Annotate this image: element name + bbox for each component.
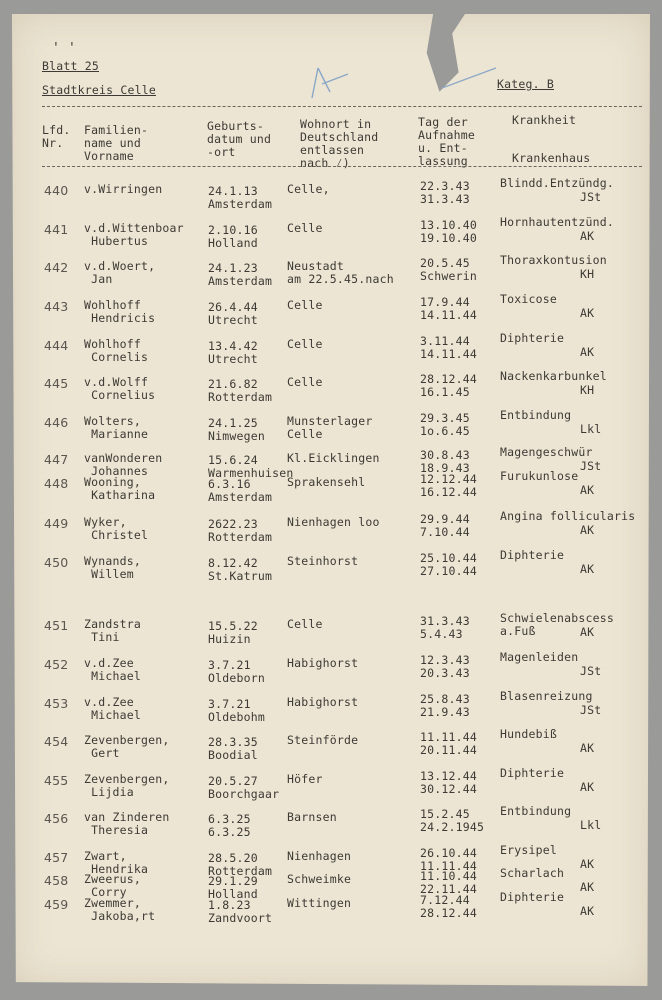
row-number: 442 [44,260,69,275]
row-illness: Blindd.Entzündg. [500,176,614,190]
row-dates: 31.3.43 5.4.43 [420,614,470,641]
row-illness: Diphterie [500,890,565,904]
row-name: Wohlhoff Hendricis [84,298,156,325]
row-name: v.d.Wolff Cornelius [84,375,156,402]
row-birth: 21.6.82 Rotterdam [208,377,273,404]
row-residence: Wittingen [287,896,352,910]
row-name: v.d.Wittenboar Hubertus [84,221,184,248]
header-divider-bottom [42,166,642,167]
row-birth: 29.1.29 Holland [208,874,258,901]
row-residence: Sprakensehl [287,475,366,489]
row-birth: 2.10.16 Holland [208,223,258,250]
row-number: 450 [44,555,69,570]
row-dates: 30.8.43 18.9.43 [420,448,470,475]
row-number: 457 [44,850,69,865]
row-residence: Schweimke [287,872,352,886]
row-name: Zwemmer, Jakoba,rt [84,896,156,923]
row-illness: Magenleiden [500,650,579,664]
row-hospital-code: AK [580,857,595,871]
row-residence: Barnsen [287,810,337,824]
row-residence: Munsterlager Celle [287,414,373,441]
row-birth: 26.4.44 Utrecht [208,300,258,327]
row-dates: 25.10.44 27.10.44 [420,551,477,578]
row-birth: 6.3.16 Amsterdam [208,477,273,504]
row-name: Wynands, Willem [84,554,141,581]
row-number: 451 [44,618,69,633]
row-number: 446 [44,415,69,430]
pencil-stroke-icon [440,64,500,94]
row-illness: Nackenkarbunkel [500,369,607,383]
row-number: 455 [44,773,69,788]
row-name: Wohlhoff Cornelis [84,337,149,364]
row-hospital-code: AK [580,306,595,320]
row-name: Wooning, Katharina [84,475,156,502]
row-residence: Nienhagen [287,849,352,863]
row-illness: Toxicose [500,292,557,306]
row-dates: 12.12.44 16.12.44 [420,472,477,499]
row-residence: Celle [287,221,323,235]
row-dates: 11.11.44 20.11.44 [420,730,477,757]
row-dates: 3.11.44 14.11.44 [420,334,477,361]
row-birth: 2622.23 Rotterdam [208,517,273,544]
row-dates: 28.12.44 16.1.45 [420,372,477,399]
row-number: 459 [44,897,69,912]
col-header-hospital: Krankenhaus [512,151,591,165]
pencil-mark-icon [308,62,368,102]
row-name: vanWonderen Johannes [84,451,163,478]
row-dates: 15.2.45 24.2.1945 [420,807,485,834]
row-hospital-code: AK [580,523,595,537]
row-birth: 8.12.42 St.Katrum [208,556,273,583]
col-header-residence: Wohnort in Deutschland entlassen nach ⁄) [300,117,379,170]
row-number: 440 [44,183,69,198]
row-number: 452 [44,657,69,672]
row-name: Zwart, Hendrika [84,849,149,876]
row-illness: Hundebiß [500,727,557,741]
row-birth: 15.5.22 Huizin [208,619,258,646]
row-illness: Schwielenabscess a.Fuß [500,611,614,638]
row-name: v.Wirringen [84,182,163,196]
row-residence: Nienhagen loo [287,515,380,529]
row-dates: 12.3.43 20.3.43 [420,653,470,680]
row-hospital-code: AK [580,562,595,576]
row-hospital-code: JSt [580,703,602,717]
row-dates: 25.8.43 21.9.43 [420,692,470,719]
row-number: 454 [44,734,69,749]
col-header-name: Familien- name und Vorname [84,123,149,163]
row-name: v.d.Zee Michael [84,656,141,683]
row-name: Zweerus, Corry [84,872,141,899]
row-name: Wolters, Marianne [84,414,149,441]
row-residence: Celle [287,298,323,312]
row-birth: 24.1.23 Amsterdam [208,261,273,288]
row-residence: Celle [287,617,323,631]
row-name: Wyker, Christel [84,515,149,542]
row-name: Zevenbergen, Lijdia [84,772,170,799]
row-birth: 24.1.25 Nimwegen [208,416,265,443]
corner-marks: ' ' [52,41,77,56]
row-residence: Habighorst [287,656,359,670]
col-header-birth: Geburts- datum und -ort [207,119,272,159]
row-residence: Kl.Eicklingen [287,451,380,465]
row-birth: 28.5.20 Rotterdam [208,851,273,878]
row-hospital-code: KH [580,267,595,281]
row-name: Zevenbergen, Gert [84,733,170,760]
row-hospital-code: AK [580,904,595,918]
col-header-admission: Tag der Aufnahme u. Ent- lassung [418,115,475,168]
row-hospital-code: JSt [580,459,602,473]
row-birth: 28.3.35 Boodial [208,735,258,762]
row-residence: Neustadt am 22.5.45.nach [287,259,394,286]
row-dates: 22.3.43 31.3.43 [420,179,470,206]
row-residence: Habighorst [287,695,359,709]
row-illness: Angina follicularis [500,509,636,523]
row-hospital-code: JSt [580,190,602,204]
row-hospital-code: Lkl [580,422,602,436]
row-hospital-code: KH [580,383,595,397]
row-dates: 11.10.44 22.11.44 [420,869,477,896]
sheet-number: Blatt 25 [42,59,99,73]
row-residence: Steinhorst [287,554,359,568]
row-hospital-code: AK [580,483,595,497]
row-number: 443 [44,299,69,314]
row-illness: Thoraxkontusion [500,253,607,267]
row-residence: Steinförde [287,733,359,747]
row-birth: 20.5.27 Boorchgaar [208,774,280,801]
row-birth: 24.1.13 Amsterdam [208,184,273,211]
row-dates: 13.12.44 30.12.44 [420,769,477,796]
row-dates: 13.10.40 19.10.40 [420,218,477,245]
row-birth: 1.8.23 Zandvoort [208,898,273,925]
row-residence: Celle [287,375,323,389]
row-hospital-code: AK [580,229,595,243]
col-header-lfd: Lfd. Nr. [42,123,71,150]
row-dates: 20.5.45 Schwerin [420,256,477,283]
row-number: 448 [44,476,69,491]
district-title: Stadtkreis Celle [42,83,156,97]
row-dates: 26.10.44 11.11.44 [420,846,477,873]
row-illness: Entbindung [500,804,572,818]
header-divider-top [42,106,642,107]
row-number: 453 [44,696,69,711]
row-dates: 29.9.44 7.10.44 [420,512,470,539]
col-header-illness: Krankheit [512,113,577,127]
row-name: Zandstra Tini [84,617,141,644]
row-residence: Celle, [287,182,330,196]
row-birth: 13.4.42 Utrecht [208,339,258,366]
row-name: v.d.Zee Michael [84,695,141,722]
row-illness: Blasenreizung [500,689,593,703]
category-label: Kateg. B [497,77,554,91]
row-residence: Celle [287,337,323,351]
row-illness: Hornhautentzünd. [500,215,614,229]
row-hospital-code: JSt [580,664,602,678]
row-birth: 3.7.21 Oldebohm [208,697,265,724]
row-illness: Scharlach [500,866,565,880]
row-number: 447 [44,452,69,467]
row-name: van Zinderen Theresia [84,810,170,837]
row-birth: 3.7.21 Oldeborn [208,658,265,685]
row-number: 441 [44,222,69,237]
row-illness: Diphterie [500,766,565,780]
row-number: 456 [44,811,69,826]
row-illness: Diphterie [500,548,565,562]
row-hospital-code: AK [580,625,595,639]
row-number: 445 [44,376,69,391]
row-number: 458 [44,873,69,888]
row-illness: Erysipel [500,843,557,857]
row-name: v.d.Woert, Jan [84,259,156,286]
row-hospital-code: Lkl [580,818,602,832]
row-dates: 17.9.44 14.11.44 [420,295,477,322]
row-illness: Furukunlose [500,469,579,483]
row-number: 444 [44,338,69,353]
row-hospital-code: AK [580,345,595,359]
row-hospital-code: AK [580,741,595,755]
row-residence: Höfer [287,772,323,786]
row-dates: 29.3.45 1o.6.45 [420,411,470,438]
row-hospital-code: AK [580,780,595,794]
row-birth: 15.6.24 Warmenhuisen [208,453,294,480]
row-number: 449 [44,516,69,531]
row-illness: Magengeschwür [500,445,593,459]
row-illness: Diphterie [500,331,565,345]
row-hospital-code: AK [580,880,595,894]
row-illness: Entbindung [500,408,572,422]
row-birth: 6.3.25 6.3.25 [208,812,251,839]
row-dates: 7.12.44 28.12.44 [420,893,477,920]
